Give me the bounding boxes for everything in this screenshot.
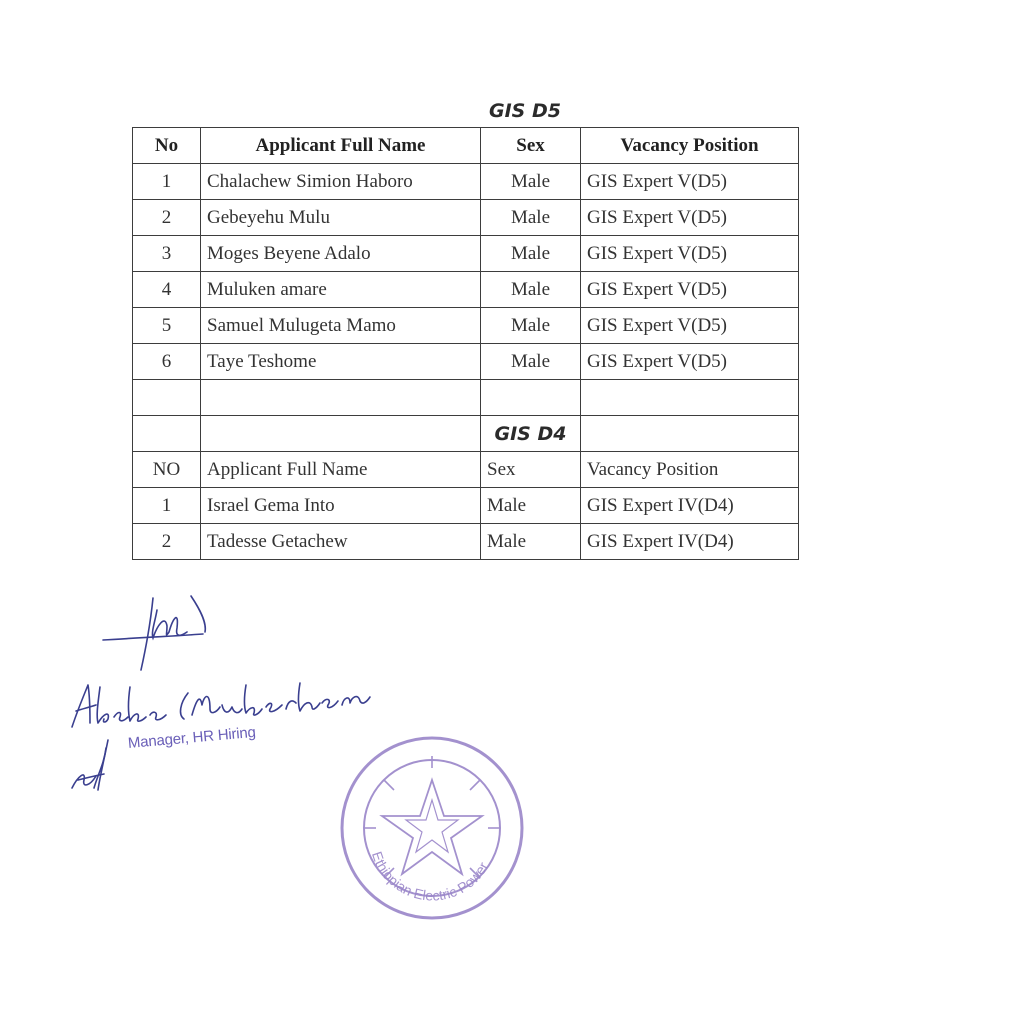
table-header-row-d5: [133, 128, 799, 164]
column-header-name: Applicant Full Name: [201, 452, 481, 488]
applicant-name: Gebeyehu Mulu: [201, 200, 481, 236]
column-header-no: NO: [133, 452, 201, 488]
table-row: [133, 236, 799, 272]
column-header-position: Vacancy Position: [581, 452, 799, 488]
applicant-sex: Male: [481, 236, 581, 272]
section-heading-d4: GIS D4: [481, 416, 581, 452]
vacancy-position: GIS Expert IV(D4): [581, 488, 799, 524]
applicant-sex: Male: [481, 164, 581, 200]
vacancy-position: GIS Expert V(D5): [581, 272, 799, 308]
applicant-name: Samuel Mulugeta Mamo: [201, 308, 481, 344]
applicant-sex: Male: [481, 272, 581, 308]
table-row: [133, 524, 799, 560]
vacancy-position: GIS Expert V(D5): [581, 200, 799, 236]
applicant-name: Muluken amare: [201, 272, 481, 308]
column-header-sex: Sex: [481, 128, 581, 164]
empty-row: [133, 380, 799, 416]
column-header-position: Vacancy Position: [581, 128, 799, 164]
table-row: [133, 200, 799, 236]
row-number: 3: [133, 236, 201, 272]
column-header-no: No: [133, 128, 201, 164]
vacancy-position: GIS Expert V(D5): [581, 164, 799, 200]
applicant-name: Moges Beyene Adalo: [201, 236, 481, 272]
table-row: [133, 488, 799, 524]
applicant-name: Chalachew Simion Haboro: [201, 164, 481, 200]
vacancy-position: GIS Expert V(D5): [581, 308, 799, 344]
row-number: 1: [133, 164, 201, 200]
signatory-title: Manager, HR Hiring: [127, 723, 257, 752]
applicant-sex: Male: [481, 344, 581, 380]
table-row: [133, 308, 799, 344]
section-heading-d5: GIS D5: [489, 100, 561, 122]
table-row: [133, 272, 799, 308]
applicant-sex: Male: [481, 524, 581, 560]
applicant-name: Taye Teshome: [201, 344, 481, 380]
table-header-row-d4: [133, 452, 799, 488]
column-header-sex: Sex: [481, 452, 581, 488]
row-number: 5: [133, 308, 201, 344]
initials-mark: [64, 730, 134, 800]
applicant-name: Israel Gema Into: [201, 488, 481, 524]
section-heading-row-d4: [133, 416, 799, 452]
applicant-sex: Male: [481, 488, 581, 524]
row-number: 2: [133, 524, 201, 560]
applicant-name: Tadesse Getachew: [201, 524, 481, 560]
table-row: [133, 164, 799, 200]
row-number: 2: [133, 200, 201, 236]
vacancy-position: GIS Expert V(D5): [581, 236, 799, 272]
handwritten-name: [60, 665, 380, 735]
applicant-sex: Male: [481, 200, 581, 236]
applicant-sex: Male: [481, 308, 581, 344]
row-number: 4: [133, 272, 201, 308]
row-number: 1: [133, 488, 201, 524]
svg-text:Ethiopian Electric Power: Ethiopian Electric Power: [368, 849, 492, 904]
applicants-table: [132, 127, 799, 560]
column-header-name: Applicant Full Name: [201, 128, 481, 164]
table-row: [133, 344, 799, 380]
company-stamp: [330, 728, 530, 928]
row-number: 6: [133, 344, 201, 380]
vacancy-position: GIS Expert V(D5): [581, 344, 799, 380]
vacancy-position: GIS Expert IV(D4): [581, 524, 799, 560]
